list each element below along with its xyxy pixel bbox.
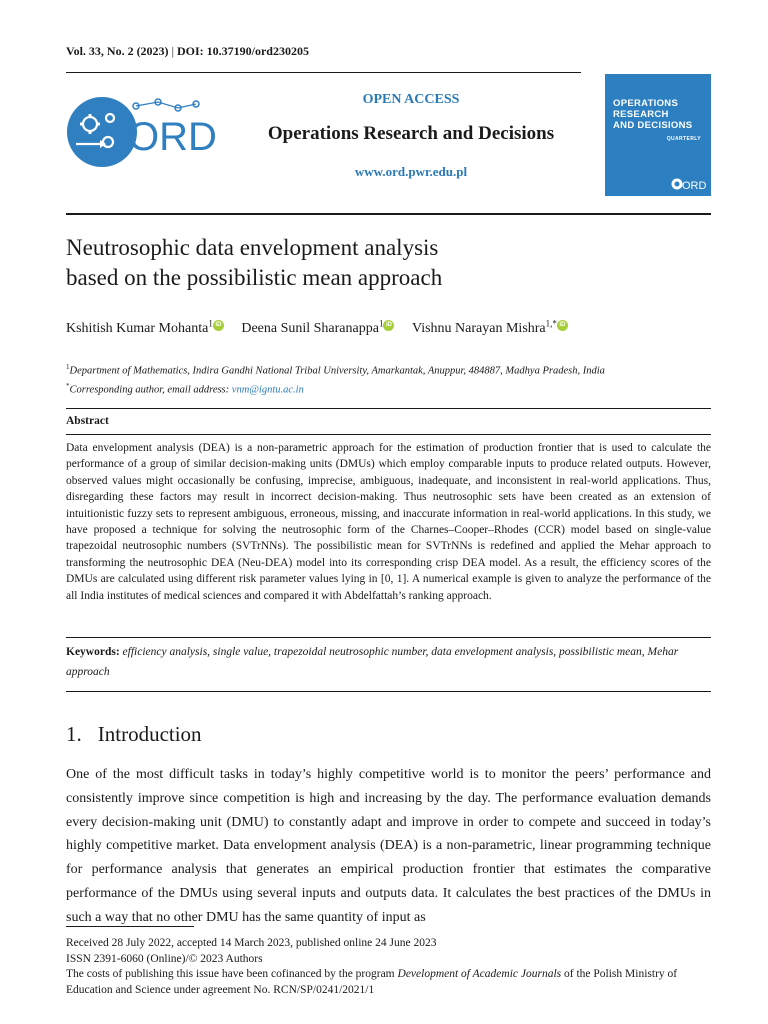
author-affiliation-mark: 1 (378, 318, 384, 328)
ord-logo-icon (66, 96, 216, 168)
author-name: Vishnu Narayan Mishra (411, 320, 546, 336)
keywords-text: efficiency analysis, single value, trapezoidal neutrosophic number, data envelopment analysis, possibilistic mean, Mehar approach (66, 646, 679, 678)
footnote-rule (66, 926, 194, 927)
keywords (66, 642, 711, 682)
author (66, 318, 227, 336)
journal-cover (605, 74, 711, 196)
section-number: 1. (66, 722, 82, 746)
svg-text:ORD: ORD (682, 180, 707, 192)
paper-title-line: based on the possibilistic mean approach (66, 265, 443, 290)
cover-logo-icon (671, 174, 707, 192)
section-body: One of the most difficult tasks in today’s highly competitive world is to monitor the peers’ performance and consistently improve since competition is high and increasing by the day. The performance evaluation demands every decision-making unit (DMU) to constantly adapt and improve in order to compete and succeed in today’s highly competitive market. Data envelopment analysis (DEA) is a non-parametric, linear programming technique for performance analysis that generates an empirical production frontier that estimates the comparative performance of the DMUs using several inputs and outputs data. It calculates the best practices of the DMUs in such a way that no other DMU has the same quantity of input as (66, 767, 711, 925)
abstract-rule-top (66, 408, 711, 409)
footnote (66, 936, 711, 998)
cover-title-line: RESEARCH (613, 109, 669, 120)
volume-doi-line (66, 44, 309, 59)
author-name: Kshitish Kumar Mohanta (66, 320, 209, 336)
corresponding-mark: * (66, 381, 70, 390)
ord-logo (66, 96, 216, 168)
funding-program: Development of Academic Journals (397, 968, 562, 980)
abstract-text: Data envelopment analysis (DEA) is a non-parametric approach for the estimation of production frontier that is used to calculate the performance of a group of similar decision-making units (DMUs) which employ comparable inputs to produce related outputs. However, observed values might occasionally be confusing, imprecise, ambiguous, inadequate, and inconsistent in real-world applications. Thus, disregarding these factors may result in incorrect decision-making. Thus neutrosophic sets have been created as an extension of intuitionistic fuzzy sets to represent ambiguous, erroneous, missing, and inaccurate information in real-world applications. In this study, we have proposed a technique for solving the neutrosophic form of the Charnes–Cooper–Rhodes (CCR) model based on single-value trapezoidal neutrosophic numbers (SVTrNNs). The possibilistic mean for SVTrNNs is redefined and applied the Mehar approach to transforming the neutrosophic DEA (Neu-DEA) model into its corresponding crisp DEA model. As a result, the efficiency scores of the DMUs are calculated using different risk parameter values lying in [0, 1]. A numerical example is given to analyze the performance of the all India institutes of medical sciences and compared it with Abdelfattah’s ranking approach. (66, 442, 711, 602)
header-separator: | (171, 44, 174, 58)
orcid-icon[interactable]: iD (383, 320, 394, 331)
orcid-icon[interactable]: iD (557, 320, 568, 331)
author-affiliation-mark: 1,* (545, 318, 557, 328)
abstract-heading: Abstract (66, 415, 109, 427)
section-heading (66, 722, 202, 747)
abstract-rule-bottom (66, 637, 711, 638)
title-rule (66, 213, 711, 215)
cover-title (613, 98, 692, 131)
volume-info: Vol. 33, No. 2 (2023) (66, 44, 169, 58)
paper-title (66, 233, 711, 293)
abstract-rule-mid (66, 434, 711, 435)
funding-pre: The costs of publishing this issue have been cofinanced by the program (66, 968, 398, 980)
email-link[interactable]: vnm@igntu.ac.in (231, 384, 304, 395)
orcid-icon[interactable]: iD (213, 320, 224, 331)
issn-line: ISSN 2391-6060 (Online)/© 2023 Authors (66, 952, 263, 965)
author-list (66, 318, 711, 337)
funding-note (66, 967, 711, 998)
svg-text:ORD: ORD (128, 115, 216, 159)
cover-title-line: AND DECISIONS (613, 120, 693, 131)
author-name: Deena Sunil Sharanappa (241, 320, 379, 336)
affiliations (66, 360, 711, 397)
journal-website-link[interactable]: www.ord.pwr.edu.pl (354, 164, 468, 179)
open-access-label: OPEN ACCESS (362, 92, 460, 107)
doi-info[interactable]: DOI: 10.37190/ord230205 (176, 44, 309, 58)
cover-title-line: OPERATIONS (613, 98, 679, 109)
affiliation-line (66, 360, 711, 379)
journal-name: Operations Research and Decisions (267, 123, 555, 144)
cover-quarterly: QUARTERLY (666, 136, 701, 142)
keywords-label: Keywords: (66, 646, 120, 658)
corresponding-line (66, 379, 711, 398)
author-affiliation-mark: 1 (208, 318, 213, 328)
received-dates: Received 28 July 2022, accepted 14 March 2023, published online 24 June 2023 (66, 937, 437, 949)
affiliation-mark: 1 (66, 363, 70, 371)
author (241, 318, 398, 336)
paper-title-line: Neutrosophic data envelopment analysis (66, 235, 439, 260)
funding-post: of the Polish Ministry of Education and Science under agreement No. RCN/SP/0241/2021/1 (66, 968, 678, 996)
keywords-rule (66, 691, 711, 692)
section-title: Introduction (97, 722, 202, 746)
corresponding-text: Corresponding author, email address: (69, 384, 232, 395)
author (411, 318, 568, 336)
header-rule (66, 72, 581, 73)
affiliation-text: Department of Mathematics, Indira Gandhi National Tribal University, Amarkantak, Anuppur, 484887, Madhya Pradesh, India (69, 365, 605, 377)
